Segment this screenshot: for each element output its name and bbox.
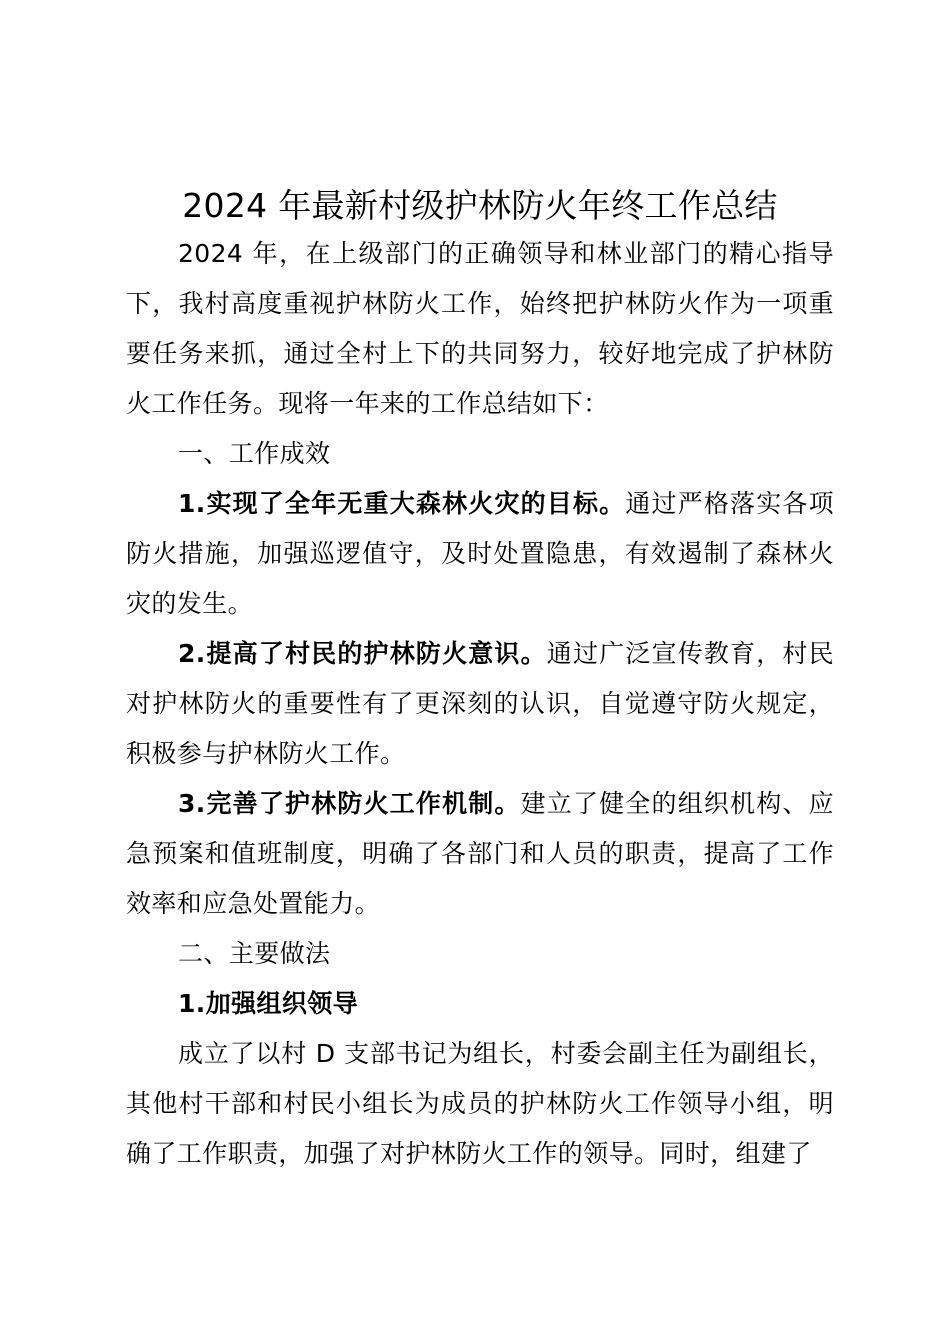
achievement-item-3-lead: 3.完善了护林防火工作机制。 [178,789,521,818]
document-page [126,178,834,1179]
section1-heading: 一、工作成效 [178,439,331,468]
achievement-item-3 [126,779,834,929]
achievement-item-2-lead: 2.提高了村民的护林防火意识。 [178,639,547,668]
achievement-item-1 [126,479,834,629]
achievement-item-2 [126,629,834,779]
section2-heading: 二、主要做法 [178,939,331,968]
intro-paragraph: 2024 年，在上级部门的正确领导和林业部门的精心指导下，我村高度重视护林防火工作，始终把护林防火作为一项重要任务来抓，通过全村上下的共同努力，较好地完成了护林防火工作任务。现将一年来的工作总结如下： [126,239,834,418]
achievement-item-1-lead: 1.实现了全年无重大森林火灾的目标。 [178,489,626,518]
document-title: 2024 年最新村级护林防火年终工作总结 [182,186,778,225]
method-1-paragraph: 成立了以村 D 支部书记为组长，村委会副主任为副组长，其他村干部和村民小组长为成员的护林防火工作领导小组，明确了工作职责，加强了对护林防火工作的领导。同时，组建了 [126,1039,834,1168]
achievement-item-1-text: 通过严格落实各项防火措施，加强巡逻值守，及时处置隐患，有效遏制了森林火灾的发生。 [126,489,834,618]
method-1-title: 1.加强组织领导 [178,989,359,1018]
achievement-item-3-text: 建立了健全的组织机构、应急预案和值班制度，明确了各部门和人员的职责，提高了工作效率和应急处置能力。 [126,789,834,918]
achievement-item-2-text: 通过广泛宣传教育，村民对护林防火的重要性有了更深刻的认识，自觉遵守防火规定，积极参与护林防火工作。 [126,639,834,768]
